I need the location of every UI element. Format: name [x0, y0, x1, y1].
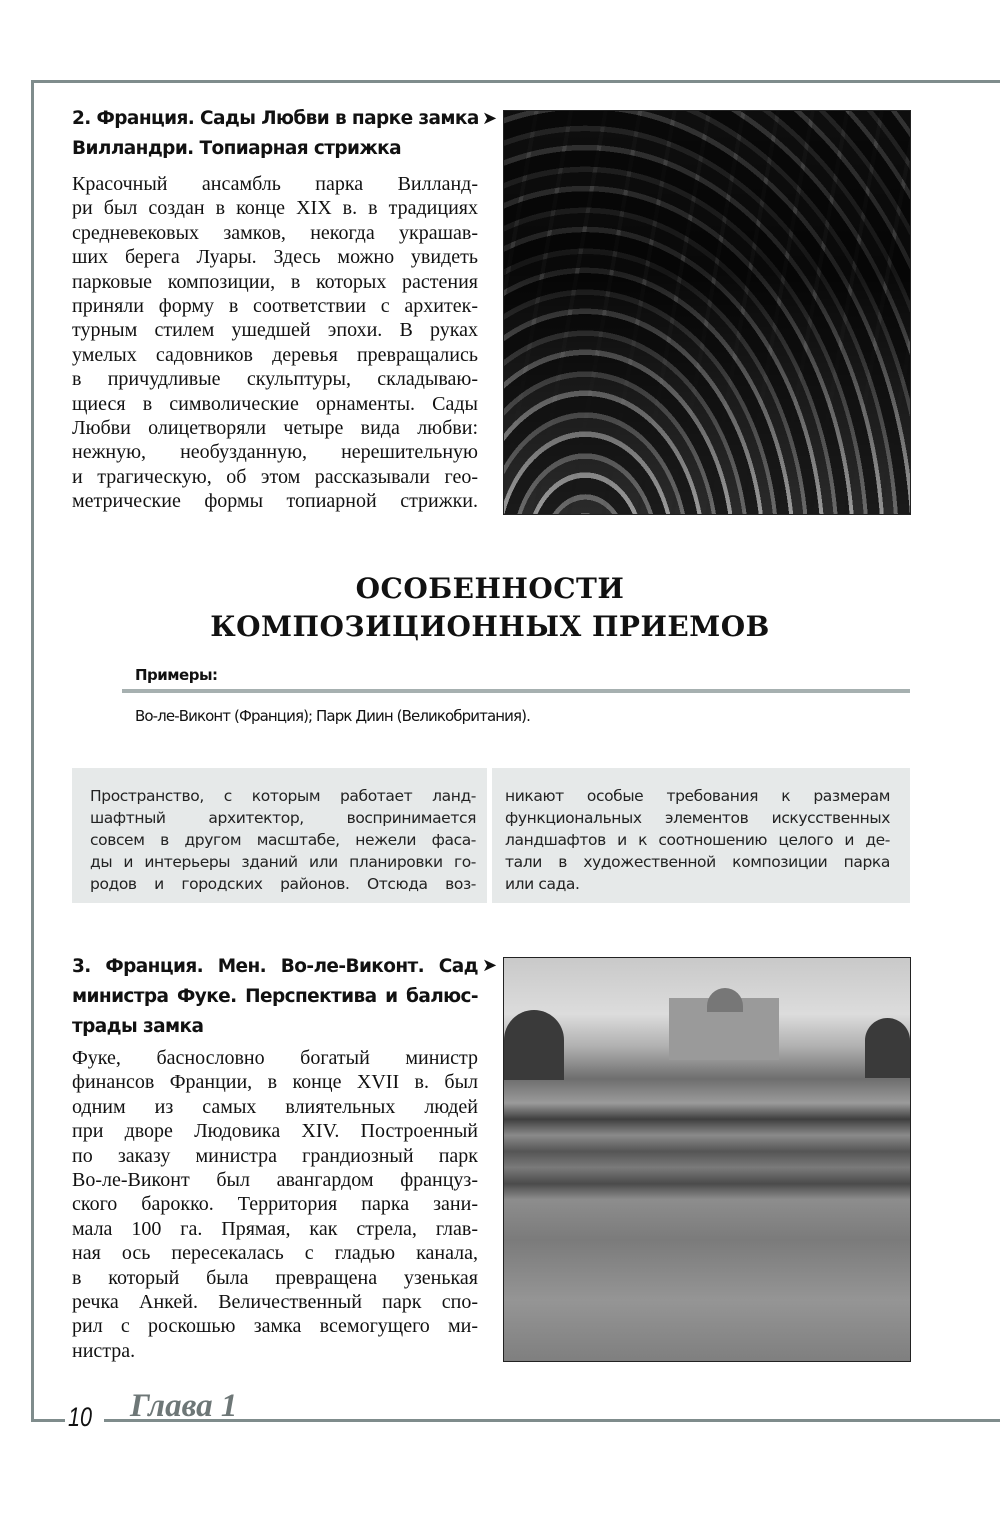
body-line: одним из самых влиятельных людей — [72, 1095, 478, 1118]
body-line: парковые композиции, в которых растения — [72, 270, 478, 293]
vaux-le-vicomte-photo — [503, 957, 911, 1362]
body-line: Во-ле-Виконт был авангардом француз- — [72, 1169, 478, 1192]
body-line: ри был создан в конце XIX в. в традициях — [72, 197, 478, 220]
section2-body — [72, 172, 478, 514]
body-line: щиеся в символические орнаменты. Сады — [72, 392, 478, 415]
box-line: или сада. — [505, 875, 580, 893]
examples-rule — [122, 689, 910, 693]
section3-heading — [72, 952, 478, 1042]
body-line: в который была превращена узенькая — [72, 1266, 478, 1289]
box-line: родов и городских районов. Отсюда воз- — [90, 875, 476, 893]
box-line: Пространство, с которым работает ланд- — [90, 787, 476, 805]
box-line: никают особые требования к размерам — [505, 787, 890, 805]
section-title — [0, 570, 980, 646]
body-line: по заказу министра грандиозный парк — [72, 1144, 478, 1167]
page-number: 10 — [68, 1402, 93, 1432]
body-line: нежную, необузданную, нерешительную — [72, 441, 478, 464]
arrow-right-icon: ➤ — [482, 955, 498, 976]
body-line: мала 100 га. Прямая, как стрела, глав- — [72, 1217, 478, 1240]
heading-line: Вилландри. Топиарная стрижка — [72, 138, 401, 159]
body-line: приняли форму в соответствии с архитек- — [72, 295, 478, 318]
title-line: ОСОБЕННОСТИ — [355, 572, 625, 605]
info-box-text-left — [90, 785, 476, 895]
body-line: метрические формы топиарной стрижки. — [72, 490, 478, 513]
examples-text: Во-ле-Виконт (Франция); Парк Диин (Великобритания). — [135, 707, 530, 725]
body-line: ная ось пересекалась с гладью канала, — [72, 1242, 478, 1265]
arrow-right-icon: ➤ — [482, 108, 498, 129]
body-line: ших берега Луары. Здесь можно увидеть — [72, 246, 478, 269]
section2-heading — [72, 104, 479, 164]
dome-shape — [707, 988, 743, 1012]
box-line: шафтный архитектор, воспринимается — [90, 809, 476, 827]
section3-body — [72, 1046, 478, 1363]
heading-line: министра Фуке. Перспектива и балюс- — [72, 986, 478, 1007]
frame-left-rule — [31, 80, 34, 1422]
frame-bottom-rule — [31, 1419, 65, 1422]
info-box-text-right — [505, 785, 890, 895]
trees-shape — [504, 1010, 564, 1080]
box-line: ландшафтов и к соотношению целого и де- — [505, 831, 890, 849]
villandry-garden-photo — [503, 110, 911, 515]
body-line: финансов Франции, в конце XVII в. был — [72, 1071, 478, 1094]
box-line: функциональных элементов искусственных — [505, 809, 890, 827]
body-line: Фуке, баснословно богатый министр — [72, 1047, 478, 1069]
frame-top-rule — [31, 80, 1000, 83]
box-line: тали в художественной композиции парка — [505, 853, 890, 871]
body-line: рил с роскошью замка всемогущего ми- — [72, 1315, 478, 1338]
body-line: нистра. — [72, 1339, 136, 1362]
body-line: средневековых замков, некогда украшав- — [72, 221, 478, 244]
body-line: турным стилем ушедшей эпохи. В руках — [72, 319, 478, 342]
body-line: умелых садовников деревья превращались — [72, 343, 478, 366]
body-line: в причудливые скульптуры, складываю- — [72, 368, 478, 391]
box-line: совсем в другом масштабе, нежели фаса- — [90, 831, 476, 849]
heading-line: 3. Франция. Мен. Во-ле-Виконт. Сад — [72, 956, 478, 977]
box-line: ды и интерьеры зданий или планировки го- — [90, 853, 476, 871]
body-line: и трагическую, об этом рассказывали гео- — [72, 465, 478, 488]
title-line: КОМПОЗИЦИОННЫХ ПРИЕМОВ — [210, 610, 770, 643]
body-line: ского барокко. Территория парка зани- — [72, 1193, 478, 1216]
body-line: Красочный ансамбль парка Вилланд- — [72, 173, 478, 195]
body-line: речка Анкей. Величественный парк спо- — [72, 1291, 478, 1314]
examples-label: Примеры: — [135, 666, 218, 684]
heading-line: 2. Франция. Сады Любви в парке замка — [72, 108, 479, 129]
body-line: Любви олицетворяли четыре вида любви: — [72, 417, 478, 440]
chapter-label: Глава 1 — [130, 1388, 238, 1424]
frame-bottom-rule — [104, 1419, 1000, 1422]
body-line: при дворе Людовика XIV. Построенный — [72, 1120, 478, 1143]
trees-shape — [865, 1018, 910, 1078]
heading-line: трады замка — [72, 1016, 204, 1037]
